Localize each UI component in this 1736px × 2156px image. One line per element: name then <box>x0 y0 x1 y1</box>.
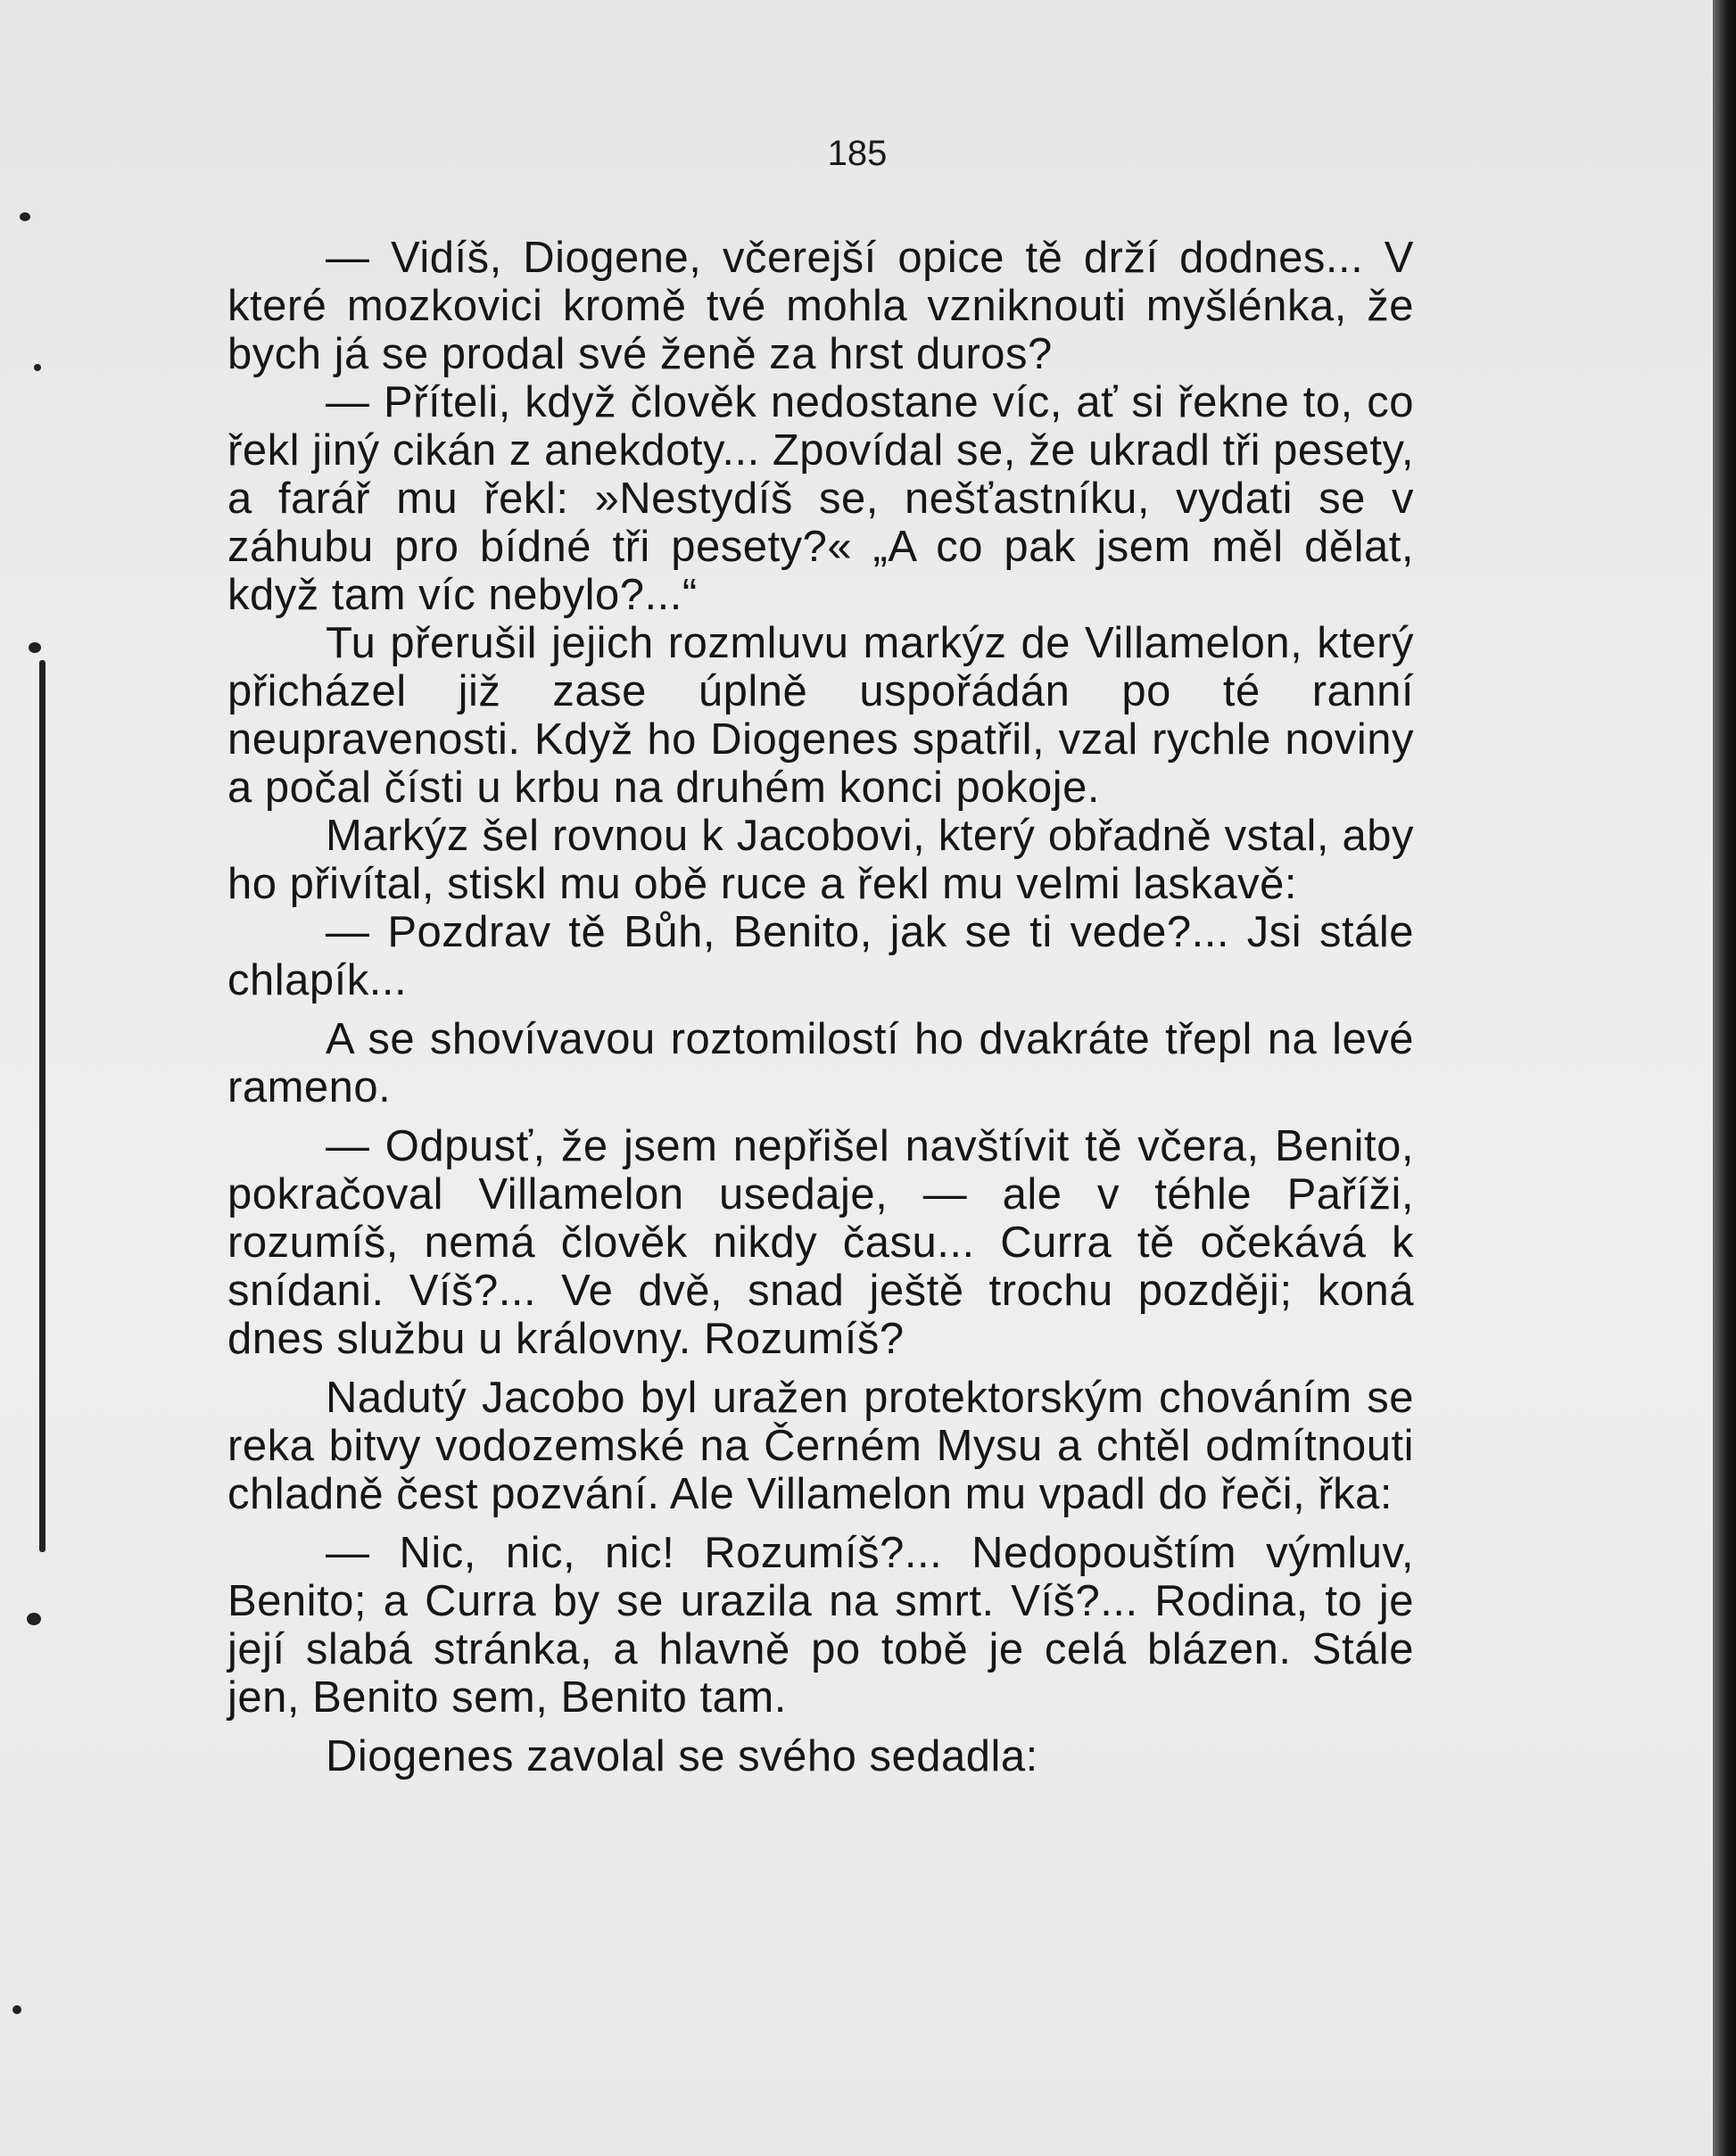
margin-speck <box>34 364 41 371</box>
paragraph: A se shovívavou roztomilostí ho dvakráte třepl na levé rameno. <box>227 1015 1414 1111</box>
paragraph: — Nic, nic, nic! Rozumíš?... Nedopouštím výmluv, Benito; a Curra by se urazila na smrt. Víš?... Rodina, to je její slabá stránka, a hlavně po tobě je celá blázen. Stále jen, Benito sem, Benito tam. <box>227 1529 1414 1722</box>
paragraph: — Příteli, když člověk nedostane víc, ať si řekne to, co řekl jiný cikán z anekdoty... Zpovídal se, že ukradl tři pesety, a farář mu řekl: »Nestydíš se, nešťastníku, vydati se v záhubu pro bídné tři pesety?« „A co pak jsem měl dělat, když tam víc nebylo?...“ <box>227 378 1414 619</box>
paragraph: Nadutý Jacobo byl uražen protektorským chováním se reka bitvy vodozemské na Černém Mysu a chtěl odmítnouti chladně čest pozvání. Ale Villamelon mu vpadl do řeči, řka: <box>227 1374 1414 1518</box>
paragraph: — Odpusť, že jsem nepřišel navštívit tě včera, Benito, pokračoval Villamelon usedaje, — ale v téhle Paříži, rozumíš, nemá člověk nikdy času... Curra tě očekává k snídani. Víš?... Ve dvě, snad ještě trochu později; koná dnes službu u královny. Rozumíš? <box>227 1122 1414 1363</box>
margin-speck <box>29 642 41 653</box>
margin-rule <box>39 660 45 1552</box>
margin-speck <box>12 2005 21 2014</box>
scan-edge-shadow <box>1713 0 1736 2156</box>
margin-speck <box>20 212 30 221</box>
margin-speck <box>27 1613 41 1625</box>
paragraph: Diogenes zavolal se svého sedadla: <box>326 1732 1038 1780</box>
page-number: 185 <box>827 134 888 173</box>
paragraph: Markýz šel rovnou k Jacobovi, který obřadně vstal, aby ho přivítal, stiskl mu obě ruce a řekl mu velmi laskavě: <box>227 812 1414 908</box>
paragraph: — Pozdrav tě Bůh, Benito, jak se ti vede?... Jsi stále chlapík... <box>227 908 1414 1004</box>
paragraph: Tu přerušil jejich rozmluvu markýz de Villamelon, který přicházel již zase úplně uspořádán po té ranní neupravenosti. Když ho Diogenes spatřil, vzal rychle noviny a počal čísti u krbu na druhém konci pokoje. <box>227 619 1414 812</box>
paragraph: — Vidíš, Diogene, včerejší opice tě drží dodnes... V které mozkovici kromě tvé mohla vzniknouti myšlénka, že bych já se prodal své ženě za hrst duros? <box>227 234 1414 378</box>
body-text <box>227 234 1414 1780</box>
